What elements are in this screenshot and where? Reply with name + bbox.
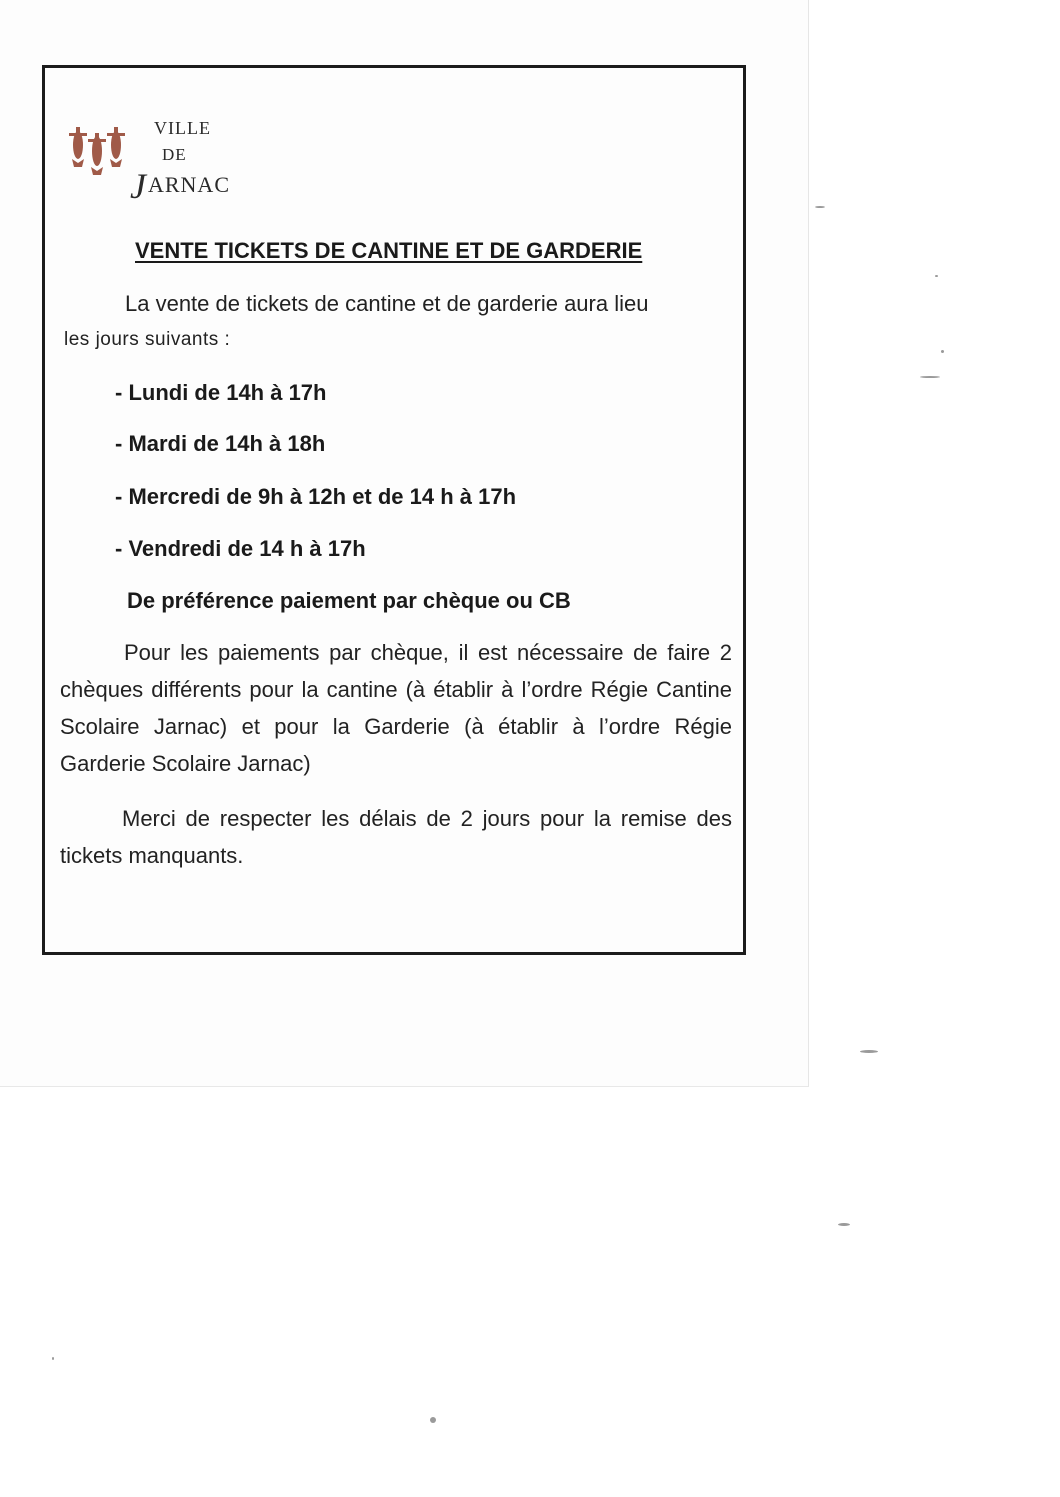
intro-line-1: La vente de tickets de cantine et de garderie aura lieu [125,291,649,316]
scan-speck [430,1417,436,1423]
scan-speck [838,1223,850,1226]
scan-speck [920,376,940,378]
schedule-friday: - Vendredi de 14 h à 17h [115,536,366,561]
fish-emblem-icon [68,115,128,205]
cheque-instructions-paragraph: Pour les paiements par chèque, il est nécessaire de faire 2 chèques différents pour la cantine (à établir à l’ordre Régie Cantine Scolaire Jarnac) et pour la Garderie (à établir à l’ordre Régie Garderie Scolaire Jarnac) [60,640,732,776]
schedule-monday: - Lundi de 14h à 17h [115,380,327,405]
logo-jarnac-rest: ARNAC [147,172,230,197]
delay-notice-paragraph: Merci de respecter les délais de 2 jours pour la remise des tickets manquants. [60,806,732,868]
scan-speck [941,350,944,353]
payment-preference: De préférence paiement par chèque ou CB [127,588,571,613]
logo-jarnac-text [130,165,230,207]
document-title: VENTE TICKETS DE CANTINE ET DE GARDERIE [135,238,643,263]
schedule-tuesday: - Mardi de 14h à 18h [115,431,326,456]
ville-de-jarnac-logo [68,115,248,215]
logo-j-initial: J [130,166,147,206]
logo-ville-text: VILLE [154,118,211,138]
scan-speck [935,275,938,277]
logo-de-text: DE [162,145,187,164]
schedule-wednesday: - Mercredi de 9h à 12h et de 14 h à 17h [115,484,517,509]
scan-speck [815,206,825,208]
scan-speck [52,1357,54,1360]
scan-speck [860,1050,878,1053]
intro-line-2: les jours suivants : [64,329,231,350]
